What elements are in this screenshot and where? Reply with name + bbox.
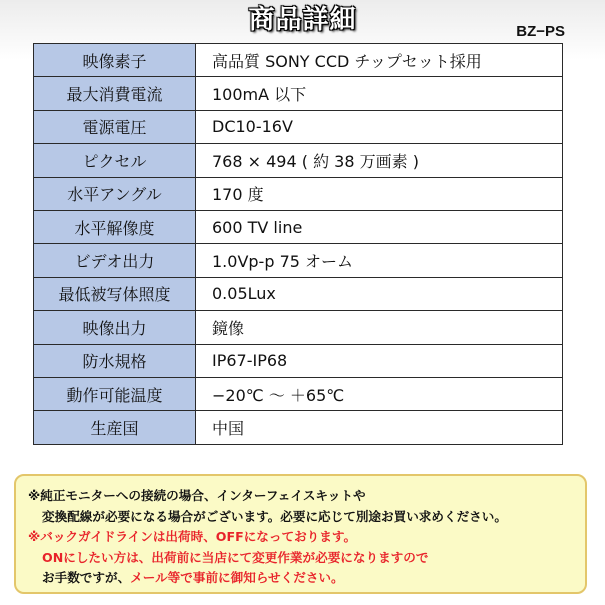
notice-line-5-highlight: メール等で事前に御知らせください。 (130, 570, 344, 585)
spec-value: 1.0Vp-p 75 オーム (196, 244, 563, 277)
spec-value: 170 度 (196, 177, 563, 210)
spec-label: 水平アングル (34, 177, 196, 210)
spec-value: 768 × 494 ( 約 38 万画素 ) (196, 144, 563, 177)
spec-label: ピクセル (34, 144, 196, 177)
model-number: BZ−PS (516, 23, 565, 40)
spec-value: 中国 (196, 411, 563, 444)
spec-value: IP67-IP68 (196, 344, 563, 377)
spec-value: −20℃ 〜 ＋65℃ (196, 377, 563, 410)
notice-line-5 (28, 568, 585, 589)
spec-row (34, 44, 563, 77)
notice-line-4: ONにしたい方は、出荷前に当店にて変更作業が必要になりますので (42, 549, 429, 565)
notice-line-5-text: お手数ですが、 (42, 570, 131, 585)
spec-row (34, 344, 563, 377)
spec-label: ビデオ出力 (34, 244, 196, 277)
spec-value: 600 TV line (196, 210, 563, 243)
spec-row (34, 177, 563, 210)
spec-table (33, 43, 563, 445)
spec-label: 電源電圧 (34, 110, 196, 143)
notice-line-3: ※バックガイドラインは出荷時、OFFになっております。 (28, 529, 357, 544)
spec-row (34, 244, 563, 277)
notice-box (14, 474, 587, 594)
spec-label: 生産国 (34, 411, 196, 444)
spec-row (34, 77, 563, 110)
spec-row (34, 144, 563, 177)
spec-label: 最低被写体照度 (34, 277, 196, 310)
spec-label: 最大消費電流 (34, 77, 196, 110)
spec-value: 0.05Lux (196, 277, 563, 310)
spec-value: 鏡像 (196, 311, 563, 344)
spec-row (34, 411, 563, 444)
notice-line-1: ※純正モニターへの接続の場合、インターフェイスキットや (28, 488, 366, 503)
spec-row (34, 311, 563, 344)
spec-row (34, 110, 563, 143)
spec-value: 100mA 以下 (196, 77, 563, 110)
spec-label: 動作可能温度 (34, 377, 196, 410)
spec-label: 映像出力 (34, 311, 196, 344)
page-title: 商品詳細 (248, 5, 357, 35)
spec-value: 高品質 SONY CCD チップセット採用 (196, 44, 563, 77)
spec-label: 映像素子 (34, 44, 196, 77)
spec-row (34, 277, 563, 310)
spec-row (34, 377, 563, 410)
spec-label: 水平解像度 (34, 210, 196, 243)
spec-row (34, 210, 563, 243)
spec-label: 防水規格 (34, 344, 196, 377)
notice-line-2: 変換配線が必要になる場合がございます。必要に応じて別途お買い求めください。 (42, 508, 507, 524)
spec-value: DC10-16V (196, 110, 563, 143)
